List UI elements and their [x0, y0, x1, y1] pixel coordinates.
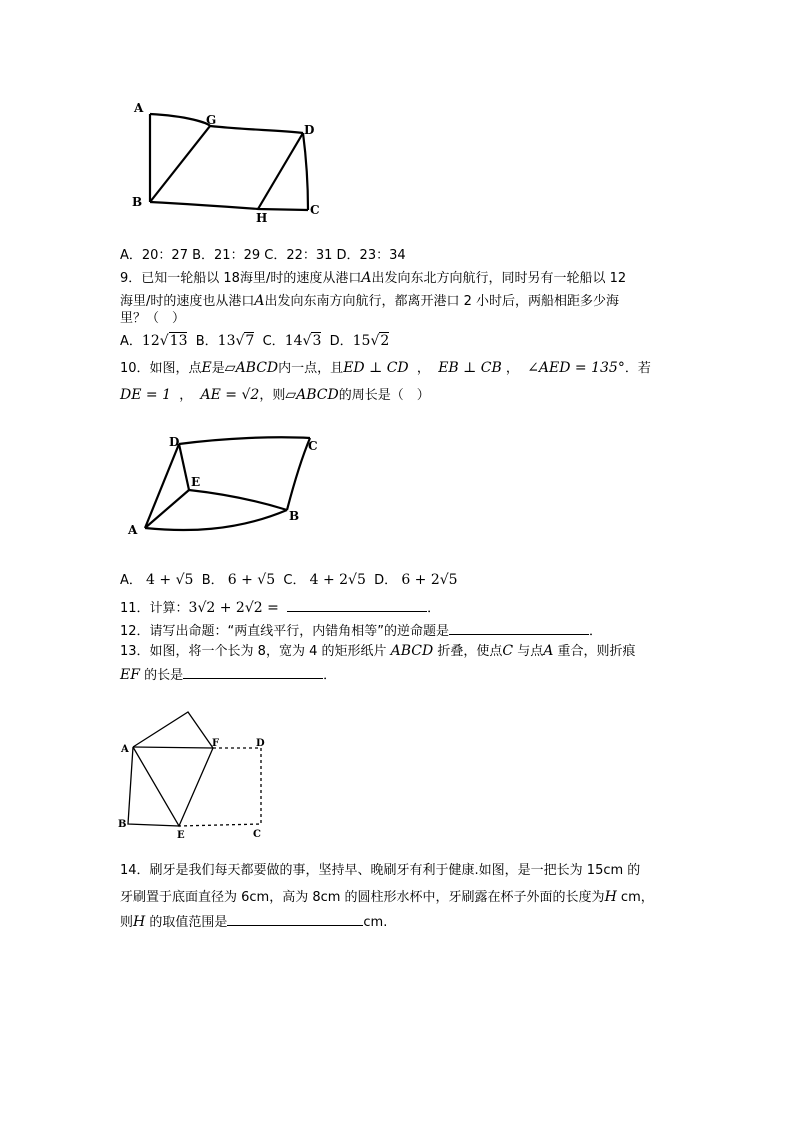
- label-B: B: [289, 509, 300, 523]
- q8-options: A．20：27 B．21：29 C．22：31 D．23：34: [120, 248, 406, 263]
- label-B: B: [118, 819, 127, 830]
- q11: 11．计算：3√2 + 2√2 = ．: [120, 600, 441, 616]
- label-A: A: [128, 523, 138, 537]
- label-F: F: [212, 738, 220, 749]
- q14-line1: 14．刷牙是我们每天都要做的事，坚持早、晚刷牙有利于健康.如图，是一把长为 15cm 的: [120, 863, 641, 878]
- label-C: C: [308, 439, 318, 453]
- label-D: D: [169, 435, 180, 449]
- figure-parallelogram-q10: [125, 432, 325, 542]
- q9-line2: 海里/时的速度也从港口A出发向东南方向航行，都离开港口 2 小时后，两船相距多少海: [120, 293, 620, 309]
- label-D: D: [256, 738, 265, 749]
- q10-line2: DE = 1 ， AE = √2，则▱ABCD的周长是（ ）: [120, 387, 430, 403]
- label-C: C: [253, 829, 261, 840]
- q11-answer-blank[interactable]: [287, 599, 427, 612]
- label-G: G: [206, 113, 217, 127]
- label-H: H: [256, 211, 268, 225]
- label-A: A: [121, 744, 129, 755]
- point-A: A: [361, 270, 372, 286]
- label-B: B: [132, 195, 143, 209]
- q14-answer-blank[interactable]: [227, 913, 363, 926]
- q12-answer-blank[interactable]: [449, 622, 589, 635]
- figure-folded-rectangle-q13: [115, 702, 275, 842]
- label-E: E: [191, 475, 201, 489]
- q13-line2: EF 的长是 ．: [120, 667, 337, 683]
- label-D: D: [304, 123, 315, 137]
- q9-options: A．12√13 B．13√7 C．14√3 D．15√2: [120, 333, 390, 349]
- label-A: A: [134, 101, 144, 115]
- q12: 12．请写出命题：“两直线平行，内错角相等”的逆命题是 ．: [120, 624, 603, 639]
- q13-line1: 13．如图，将一个长为 8，宽为 4 的矩形纸片 ABCD 折叠，使点C 与点A 重合，则折痕: [120, 643, 636, 659]
- q13-answer-blank[interactable]: [183, 666, 323, 679]
- q10-line1: 10．如图，点E是▱ABCD内一点，且ED ⊥ CD ， EB ⊥ CB ， ∠AED = 135°．若: [120, 360, 651, 376]
- q14-line2: 牙刷置于底面直径为 6cm，高为 8cm 的圆柱形水杯中，牙刷露在杯子外面的长度为H cm，: [120, 889, 654, 905]
- label-E: E: [177, 830, 185, 841]
- q14-line3: 则H 的取值范围是 cm.: [120, 914, 388, 930]
- q10-options: A． 4 + √5 B． 6 + √5 C． 4 + 2√5 D． 6 + 2√5: [120, 572, 458, 588]
- figure-parallelogram-q8: [128, 96, 328, 226]
- label-C: C: [310, 203, 320, 217]
- q9-line3: 里？（ ）: [120, 311, 186, 326]
- q9-line1: 9．已知一轮船以 18海里/时的速度从港口A出发向东北方向航行，同时另有一轮船以 12: [120, 270, 627, 286]
